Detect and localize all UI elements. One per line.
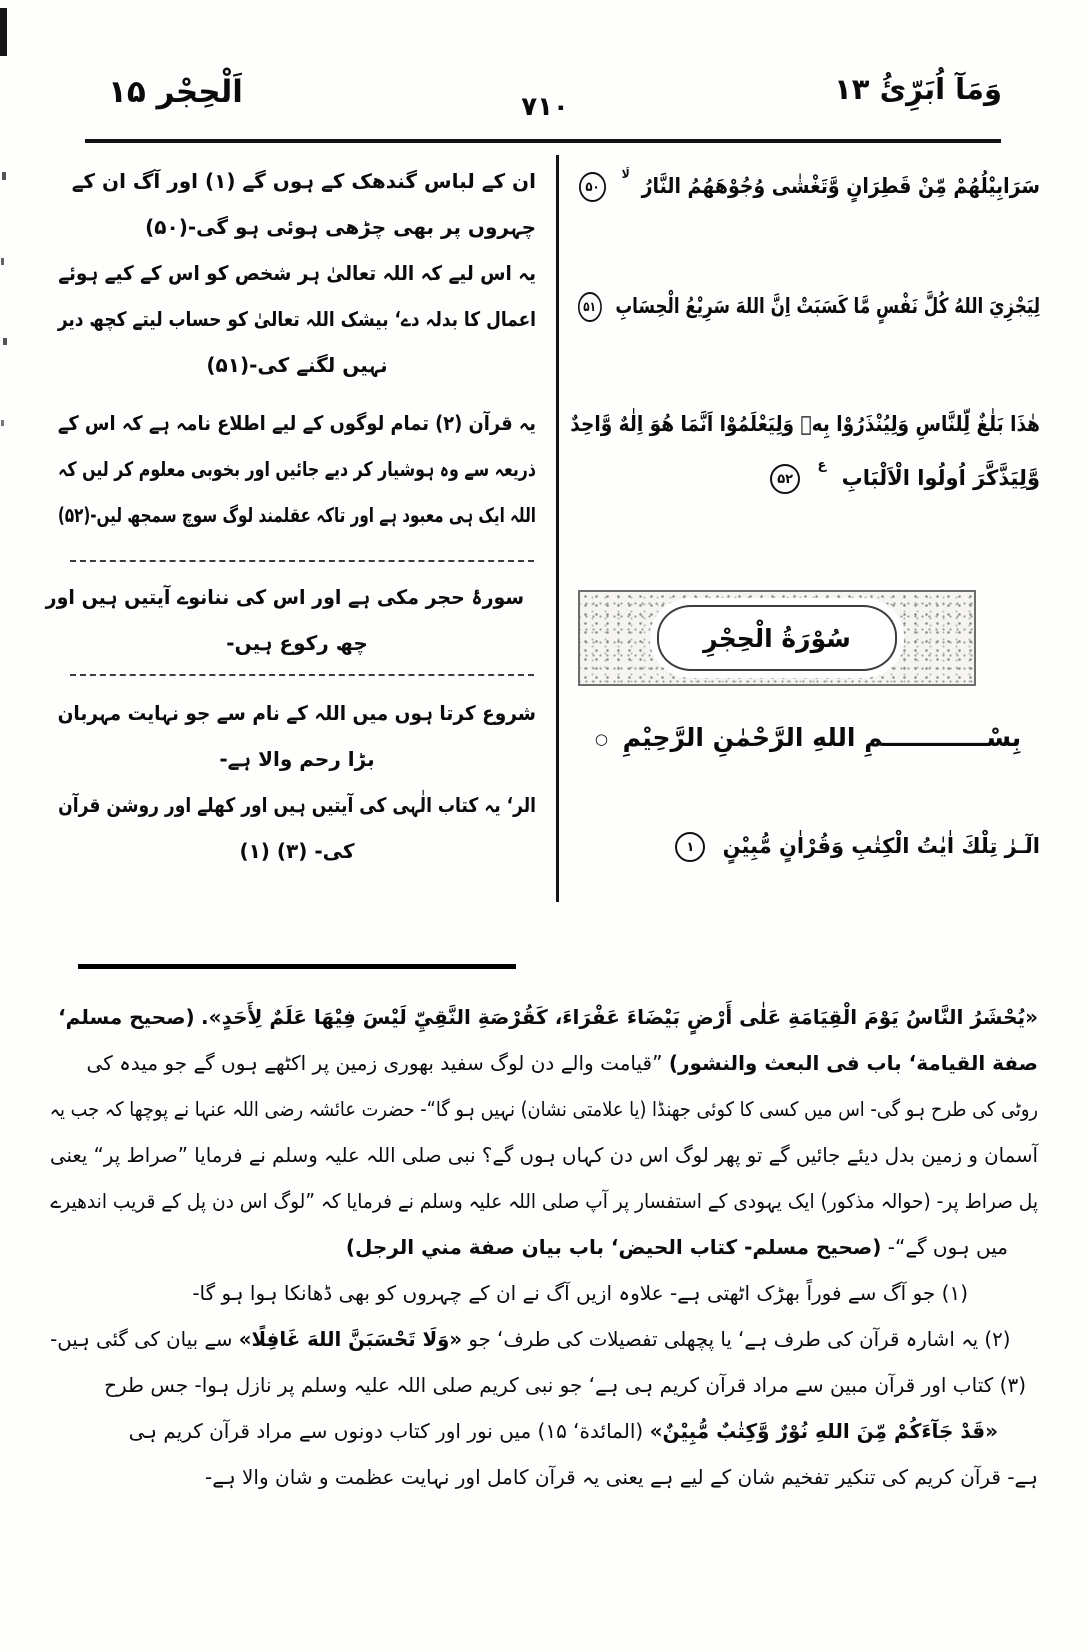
verse-number-text: ۵۱ <box>583 299 596 315</box>
footnote-3-text: (المائدة‘ ۱۵) میں نور اور کتاب دونوں سے مراد قرآن کریم ہی <box>128 1419 644 1443</box>
footnote-3-line: (۳) کتاب اور قرآن مبین سے مراد قرآن کریم ہی ہے‘ جو نبی کریم صلی اللہ علیہ وسلم پر نازل ہوا- جس طرح <box>104 1373 1026 1397</box>
bismillah-translation <box>58 690 536 782</box>
footnote-hadith-line: روٹی کی طرح ہو گی- اس میں کسی کا کوئی جھنڈا (یا علامتی نشان) نہیں ہو گا“- حضرت عائشہ رضی اللہ عنہا نے پوچھا کہ جب یہ <box>49 1097 1039 1121</box>
translation-line: چہروں پر بھی چڑھی ہوئی ہو گی-(۵۰) <box>145 215 536 239</box>
header-page-number: ۷۱۰ <box>521 92 569 122</box>
footnote-2-text: (۲) یہ اشارہ قرآن کی طرف ہے‘ یا پچھلی تفصیلات کی طرف‘ جو <box>468 1327 1011 1351</box>
translation-line: یہ قرآن (۲) تمام لوگوں کے لیے اطلاع نامہ ہے کہ اس کے <box>57 411 536 435</box>
verse-number-badge <box>578 292 602 322</box>
bismillah-text: بِسْــــــــــــمِ اللهِ الرَّحْمٰنِ الرَّحِيْمِ <box>622 723 1022 752</box>
footnote-1: (۱) جو آگ سے فوراً بھڑک اٹھتی ہے- علاوہ ازیں آگ نے ان کے چہروں کو بھی ڈھانکا ہوا ہو گا- <box>192 1281 968 1305</box>
verse-52-text-line1: هٰذَا بَلٰغٌ لِّلنَّاسِ وَلِيُنْذَرُوْا بِهٖ وَلِيَعْلَمُوْا اَنَّمَا هُوَ اِلٰهٌ وَّاحِدٌ <box>570 412 1040 436</box>
bismillah-line <box>570 712 1040 764</box>
surah-title: سُوْرَةُ الْحِجْرِ <box>703 623 851 653</box>
verse-number-badge <box>770 464 800 494</box>
verse-1-text: الٓـرٰ تِلْكَ اٰيٰتُ الْكِتٰبِ وَقُرْاٰنٍ مُّبِيْنٍ <box>722 834 1040 858</box>
header-surah-name: اَلْحِجْر ۱۵ <box>108 74 243 110</box>
intro-line: چھ رکوع ہیں- <box>226 631 368 655</box>
surah-title-box <box>578 590 976 686</box>
hadith-urdu-text: ”قیامت والے دن لوگ سفید بھوری زمین پر اکٹھے ہوں گے جو میدہ کی <box>86 1051 663 1075</box>
footnote-hadith-line: پل صراط پر- (حوالہ مذکور) ایک یہودی کے استفسار پر آپ صلی اللہ علیہ وسلم نے فرمایا کہ ”لوگ اس دن پل کے قریب اندھیرے <box>50 1189 1038 1213</box>
verse-52-text-line2: وَّلِيَذَّكَّرَ اُولُوا الْاَلْبَابِ <box>841 466 1040 490</box>
verse-number-text: ۵۰ <box>585 179 600 195</box>
column-divider <box>556 155 559 902</box>
quran-verse-52-line1 <box>570 398 1040 450</box>
hadith-reference: (صحيح مسلم‘ <box>58 1005 195 1029</box>
intro-line: سورۂ حجر مکی ہے اور اس کی ننانوے آیتیں ہیں اور <box>45 585 525 609</box>
hadith-reference: (صحيح مسلم- كتاب الحيض‘ باب بيان صفة مني الرجل) <box>345 1235 882 1259</box>
quran-quote: «وَلَا تَحْسَبَنَّ اللهَ غَافِلًا» <box>238 1327 463 1351</box>
footnote-2 <box>50 1316 1038 1362</box>
header-rule <box>85 139 1001 143</box>
scan-artifact <box>1 258 4 265</box>
translation-line: شروع کرتا ہوں میں اللہ کے نام سے جو نہایت مہربان <box>57 701 536 725</box>
surah-title-cartouche <box>657 605 897 671</box>
quran-quote: «قَدْ جَآءَكُمْ مِّنَ اللهِ نُوْرٌ وَّكِتٰبٌ مُّبِيْنٌ» <box>649 1419 998 1443</box>
footnote-hadith-line <box>50 1040 1038 1086</box>
translation-line: اعمال کا بدلہ دے‘ بیشک اللہ تعالیٰ کو حساب لیتے کچھ دیر <box>57 307 536 331</box>
verse-51-text: لِيَجْزِيَ اللهُ كُلَّ نَفْسٍ مَّا كَسَبَتْ اِنَّ اللهَ سَرِيْعُ الْحِسَابِ <box>615 294 1040 318</box>
translation-line: یہ اس لیے کہ اللہ تعالیٰ ہر شخص کو اس کے کیے ہوئے <box>58 261 536 285</box>
translation-line: بڑا رحم والا ہے- <box>219 747 375 771</box>
translation-line: اللہ ایک ہی معبود ہے اور تاکہ عقلمند لوگ سوچ سمجھ لیں-(۵۲) <box>57 503 536 527</box>
verse-number-text: ۵۲ <box>777 471 794 487</box>
translation-line: نہیں لگنے کی-(۵۱) <box>206 353 388 377</box>
footnote-separator-rule <box>78 964 516 969</box>
section-separator <box>70 674 534 676</box>
translation-verse-1 <box>58 782 536 874</box>
footnote-hadith-line <box>50 994 1038 1040</box>
verse-number-badge <box>675 832 705 862</box>
quran-verse-1 <box>570 820 1040 872</box>
quran-verse-50 <box>585 160 1040 212</box>
translation-line: ان کے لباس گندھک کے ہوں گے (۱) اور آگ ان کے <box>71 169 536 193</box>
verse-number-text: ۱ <box>686 839 695 855</box>
verse-end-mark: ○ <box>594 730 608 748</box>
scan-artifact <box>1 420 4 426</box>
waqf-mark: لَا <box>621 167 630 181</box>
translation-line: ذریعہ سے وہ ہوشیار کر دیے جائیں اور بخوبی معلوم کر لیں کہ <box>58 457 536 481</box>
footnotes-section <box>50 994 1038 1500</box>
hadith-reference: صفة القيامة‘ باب فى البعث والنشور) <box>668 1051 1038 1075</box>
scan-artifact <box>2 172 6 180</box>
footnote-2-text: سے بیان کی گئی ہیں- <box>50 1327 233 1351</box>
footnote-3-line: ہے- قرآن کریم کی تنکیر تفخیم شان کے لیے ہے یعنی یہ قرآن کامل اور نہایت عظمت و شان والا ہے- <box>205 1465 1038 1489</box>
verse-number-badge <box>579 172 606 202</box>
scan-artifact <box>0 8 7 56</box>
ruku-marker: ع <box>817 458 827 473</box>
surah-intro-note <box>45 574 536 666</box>
header-juz-name: وَمَآ اُبَرِّئُ ۱۳ <box>834 72 1002 106</box>
translation-line: الر‘ یہ کتاب الٰہی کی آیتیں ہیں اور کھلے اور روشن قرآن <box>58 793 537 817</box>
footnote-3-line <box>50 1408 1038 1454</box>
verse-50-text: سَرَابِيْلُهُمْ مِّنْ قَطِرَانٍ وَّتَغْشٰى وُجُوْهَهُمُ النَّارُ <box>641 174 1040 198</box>
section-separator <box>70 560 534 562</box>
quran-verse-52-line2 <box>570 452 1040 504</box>
quran-verse-51 <box>583 280 1040 332</box>
hadith-urdu-text: میں ہوں گے“- <box>887 1235 1008 1259</box>
translation-verse-52 <box>58 400 536 538</box>
scan-artifact <box>3 338 7 345</box>
footnote-hadith-line: آسمان و زمین بدل دیئے جائیں گے تو پھر لوگ اس دن کہاں ہوں گے؟ نبی صلی اللہ علیہ وسلم نے فرمایا ”صراط پر“ یعنی <box>50 1143 1038 1167</box>
translation-verses-50-51 <box>58 158 536 388</box>
footnote-hadith-line <box>50 1224 1038 1270</box>
translation-line: کی- (۳) (۱) <box>239 839 355 863</box>
hadith-arabic-text: «يُحْشَرُ النَّاسُ يَوْمَ الْقِيَامَةِ عَلٰى أَرْضٍ بَيْضَاءَ عَفْرَاءَ، كَقُرْصَةِ النَّقِيِّ لَيْسَ فِيْهَا عَلَمٌ لِأَحَدٍ». <box>201 1005 1038 1029</box>
